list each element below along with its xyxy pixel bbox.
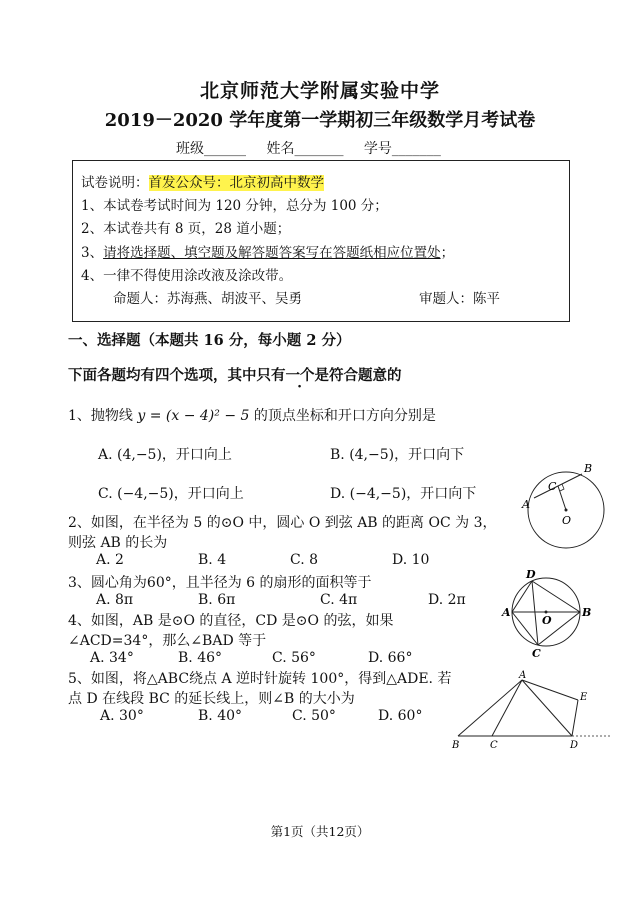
q1-option-a: A. (4,−5)，开口向上	[98, 447, 232, 463]
notes-item-3	[81, 241, 454, 261]
notes-label: 试卷说明：	[81, 175, 149, 191]
q5-stem-line1: 5、如图，将△ABC绕点 A 逆时针旋转 100°，得到△ADE. 若	[68, 671, 452, 687]
fig3-label-b: B	[452, 740, 460, 751]
fig1-label-a: A	[522, 498, 530, 511]
name-field: 姓名_______	[266, 141, 344, 157]
setter-line: 命题人：苏海燕、胡波平、吴勇	[113, 291, 302, 307]
q5-option-b: B. 40°	[198, 708, 243, 724]
q2-option-a: A. 2	[96, 552, 124, 568]
fig3-label-e: E	[580, 692, 588, 703]
section-title: 一、选择题（本题共 16 分，每小题 2 分）	[68, 332, 351, 349]
fig1-label-b: B	[584, 462, 593, 475]
section-instruction: 下面各题均有四个选项，其中只有一个是符合题意的	[68, 367, 402, 384]
emphasis-one: 一个	[285, 367, 315, 384]
notes-item-4: 4、一律不得使用涂改液及涂改带。	[81, 268, 293, 284]
q5-option-d: D. 60°	[378, 708, 423, 724]
fig2-label-a: A	[502, 606, 511, 619]
q2-stem-line2: 则弦 AB 的长为	[68, 535, 168, 551]
exam-notes-box	[72, 160, 570, 322]
q3-option-c: C. 4π	[320, 592, 358, 608]
reviewer-line: 审题人：陈平	[419, 291, 500, 307]
q1-option-b: B. (4,−5)，开口向下	[330, 447, 465, 463]
school-name: 北京师范大学附属实验中学	[199, 80, 440, 102]
q4-stem-line1: 4、如图，AB 是⊙O 的直径，CD 是⊙O 的弦，如果	[68, 613, 394, 629]
q4-option-a: A. 34°	[90, 650, 134, 666]
notes-item-2: 2、本试卷共有 8 页，28 道小题；	[81, 221, 291, 237]
q5-option-a: A. 30°	[100, 708, 144, 724]
q3-stem: 3、圆心角为60°，且半径为 6 的扇形的面积等于	[68, 575, 372, 591]
fig1-label-c: C	[548, 480, 557, 493]
student-id-field: 学号_______	[363, 141, 441, 157]
fig2-label-b: B	[582, 606, 592, 619]
highlight-text: 首发公众号：北京初高中数学	[148, 175, 324, 191]
q1-formula: y = (x − 4)² − 5	[137, 408, 250, 424]
q3-option-b: B. 6π	[198, 592, 236, 608]
fig2-label-c: C	[532, 647, 541, 660]
fig1-label-o: O	[562, 514, 572, 527]
q4-stem-line2: ∠ACD=34°，那么∠BAD 等于	[68, 633, 267, 649]
q2-stem-line1: 2、如图，在半径为 5 的⊙O 中，圆心 O 到弦 AB 的距离 OC 为 3，	[68, 515, 497, 531]
q3-option-a: A. 8π	[96, 592, 134, 608]
class-field: 班级______	[176, 141, 246, 157]
notes-item-3-ul2: 答案写在答题纸相应位置处	[278, 245, 441, 261]
q1-stem: 1、抛物线 y = (x − 4)² − 5 的顶点坐标和开口方向分别是	[68, 408, 436, 424]
page-footer: 第1页（共12页）	[270, 824, 370, 839]
figure-q5-triangles	[448, 670, 616, 754]
notes-item-1: 1、本试卷考试时间为 120 分钟，总分为 100 分；	[81, 198, 388, 214]
notes-heading	[81, 171, 324, 191]
q1-option-c: C. (−4,−5)，开口向上	[98, 486, 244, 502]
q2-option-b: B. 4	[198, 552, 227, 568]
fig2-label-d: D	[526, 568, 536, 581]
fig3-label-d: D	[570, 740, 579, 751]
figure-q2-circle	[512, 462, 612, 554]
figure-q4-circle	[498, 568, 598, 660]
notes-item-3-suffix: ；	[440, 245, 455, 261]
q4-option-c: C. 56°	[272, 650, 316, 666]
q4-option-b: B. 46°	[178, 650, 223, 666]
q2-option-c: C. 8	[290, 552, 319, 568]
exam-title: 2019－2020 学年度第一学期初三年级数学月考试卷	[104, 110, 536, 131]
q5-stem-line2: 点 D 在线段 BC 的延长线上，则∠B 的大小为	[68, 691, 355, 707]
notes-item-3-ul1: 请将选择题、填空题及解答题	[103, 245, 279, 261]
q2-option-d: D. 10	[392, 552, 430, 568]
fig3-label-c: C	[490, 740, 498, 751]
student-info-fields	[176, 138, 457, 158]
q5-option-c: C. 50°	[292, 708, 336, 724]
notes-item-3-prefix: 3、	[81, 245, 104, 261]
fig2-label-o: O	[542, 614, 552, 627]
q4-option-d: D. 66°	[368, 650, 413, 666]
fig3-label-a: A	[519, 670, 527, 681]
q1-option-d: D. (−4,−5)，开口向下	[330, 486, 477, 502]
q3-option-d: D. 2π	[428, 592, 466, 608]
